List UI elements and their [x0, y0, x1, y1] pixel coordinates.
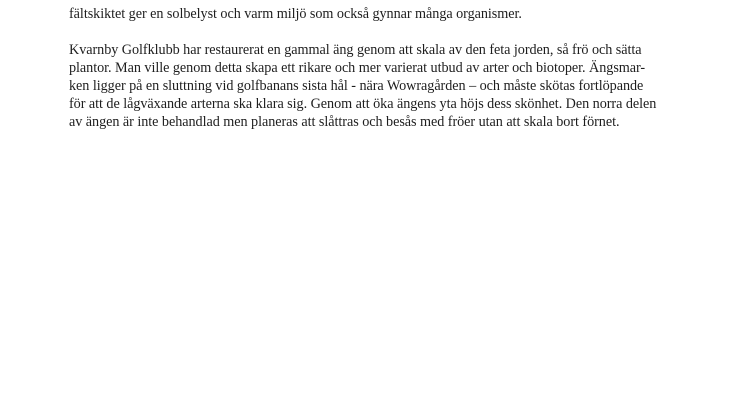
- paragraph-1-line-2: fältskiktet ger en solbelyst och varm miljö som också gynnar många organismer.: [69, 6, 522, 22]
- paragraph-2-line-3: ken ligger på en sluttning vid golfbanans sista hål - nära Wowragården – och måste skötas fortlöpande: [69, 78, 644, 94]
- paragraph-2-line-4: för att de lågväxande arterna ska klara sig. Genom att öka ängens yta höjs dess skönhet. Den norra delen: [69, 96, 657, 112]
- paragraph-2-line-5: av ängen är inte behandlad men planeras att slåttras och besås med fröer utan att skala bort förnet.: [69, 114, 620, 130]
- paragraph-2: [69, 41, 689, 131]
- paragraph-1: [69, 0, 689, 23]
- paragraph-2-line-1: Kvarnby Golfklubb har restaurerat en gammal äng genom att skala av den feta jorden, så frö och sätta: [69, 42, 642, 58]
- paragraph-2-line-2: plantor. Man ville genom detta skapa ett rikare och mer varierat utbud av arter och biotoper. Ängsmar-: [69, 60, 646, 76]
